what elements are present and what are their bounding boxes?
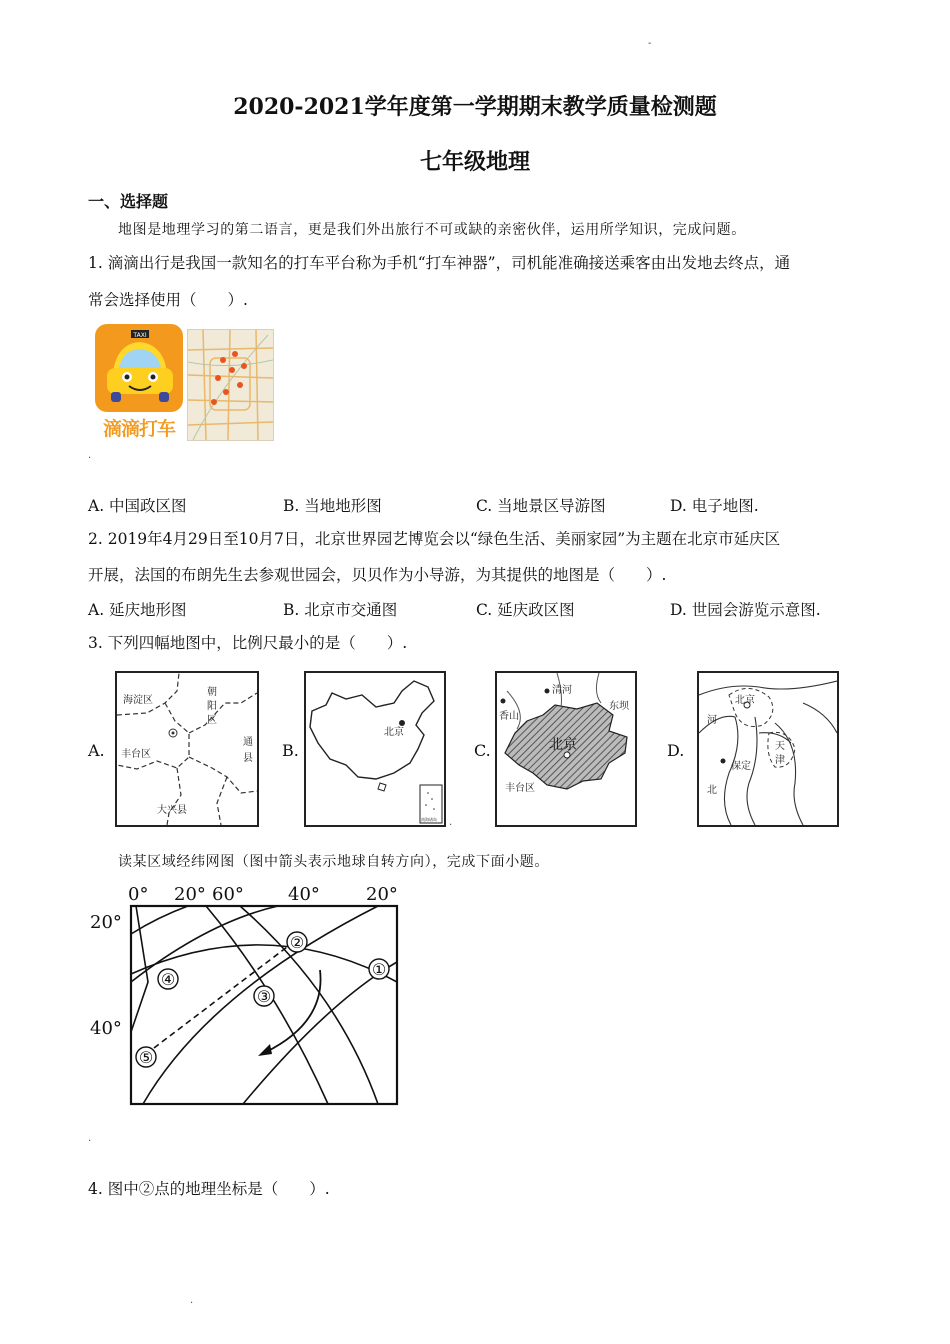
page-mark: - xyxy=(648,38,652,49)
top-label-20: 20° xyxy=(174,884,206,905)
map-a-label-xian: 县 xyxy=(243,753,253,764)
didi-logo xyxy=(93,322,185,440)
map-b-label-beijing: 北京 xyxy=(384,727,404,738)
section-heading: 一、选择题 xyxy=(88,192,169,211)
q1-option-d[interactable]: D. 电子地图. xyxy=(670,497,759,515)
q1-option-a[interactable]: A. 中国政区图 xyxy=(88,497,187,515)
intro-text: 地图是地理学习的第二语言，更是我们外出旅行不可或缺的亲密伙伴，运用所学知识，完成问题。 xyxy=(118,222,746,238)
q2-option-d[interactable]: D. 世园会游览示意图. xyxy=(670,601,821,619)
taxi-sign: TAXI xyxy=(133,332,147,339)
top-label-40: 40° xyxy=(288,884,320,905)
map-c-label-xiangshan: 香山 xyxy=(499,711,519,722)
q2-option-c[interactable]: C. 延庆政区图 xyxy=(476,601,575,619)
map-a-label-daxing: 大兴县 xyxy=(157,805,187,816)
q3-option-c-label[interactable]: C. xyxy=(474,741,491,760)
point-5: ⑤ xyxy=(138,1048,154,1067)
q3-option-b-label[interactable]: B. xyxy=(282,741,299,760)
page-subtitle: 七年级地理 xyxy=(419,149,530,175)
map-c-label-fengtai: 丰台区 xyxy=(505,783,535,794)
map-a-label-haidian: 海淀区 xyxy=(123,695,153,706)
map-c-label-dongba: 东坝 xyxy=(609,701,629,712)
map-d-label-bei: 北 xyxy=(707,785,717,796)
point-2: ② xyxy=(289,933,305,952)
city-map-image xyxy=(187,329,274,441)
q3-option-d-label[interactable]: D. xyxy=(667,741,685,760)
map-a-label-chao: 朝 xyxy=(207,687,217,698)
top-label-20-right: 20° xyxy=(366,884,398,905)
map-d-region[interactable] xyxy=(697,671,839,827)
question-1-line-1: 1. 滴滴出行是我国一款知名的打车平台称为手机“打车神器”，司机能准确接送乘客由出发地去终点，通 xyxy=(88,254,791,272)
map-b-china[interactable] xyxy=(304,671,446,827)
left-label-40: 40° xyxy=(90,1018,122,1039)
question-4: 4. 图中②点的地理坐标是（ ）. xyxy=(88,1180,330,1198)
q1-option-c[interactable]: C. 当地景区导游图 xyxy=(476,497,606,515)
graticule-figure xyxy=(88,882,408,1110)
map-b-label-nanhai: 南海诸岛 xyxy=(421,817,437,822)
map-d-label-tian: 天 xyxy=(775,741,785,752)
point-3: ③ xyxy=(256,987,272,1006)
point-4: ④ xyxy=(160,970,176,989)
map-a-label-qu: 区 xyxy=(207,715,217,726)
map-a-label-yang: 阳 xyxy=(207,701,217,712)
question-2-line-2: 开展，法国的布朗先生去参观世园会，贝贝作为小导游，为其提供的地图是（ ）. xyxy=(88,566,667,584)
question-1-line-2: 常会选择使用（ ）. xyxy=(88,291,248,309)
didi-logo-text: 滴滴打车 xyxy=(102,418,175,440)
left-label-20: 20° xyxy=(90,912,122,933)
page-bottom-mark: . xyxy=(190,1295,194,1306)
map-d-label-he: 河 xyxy=(707,715,717,726)
intro-text-2: 读某区域经纬网图（图中箭头表示地球自转方向），完成下面小题。 xyxy=(118,854,549,870)
map-c-city[interactable] xyxy=(495,671,637,827)
map-b-mark: . xyxy=(449,817,453,828)
question-3: 3. 下列四幅地图中，比例尺最小的是（ ）. xyxy=(88,634,408,652)
map-d-label-jin: 津 xyxy=(775,755,785,766)
map-a-label-fengtai: 丰台区 xyxy=(121,749,151,760)
map-c-label-qinghe: 清河 xyxy=(552,685,572,696)
q1-option-b[interactable]: B. 当地地形图 xyxy=(283,497,382,515)
map-a-district[interactable] xyxy=(115,671,259,827)
q2-option-a[interactable]: A. 延庆地形图 xyxy=(88,601,187,619)
q3-option-a-label[interactable]: A. xyxy=(88,741,105,760)
top-label-0: 0° xyxy=(128,884,149,905)
paragraph-mark-2: . xyxy=(88,1133,92,1144)
q2-option-b[interactable]: B. 北京市交通图 xyxy=(283,601,398,619)
question-2-line-1: 2. 2019年4月29日至10月7日，北京世界园艺博览会以“绿色生活、美丽家园”为主题在北京市延庆区 xyxy=(88,530,781,548)
paragraph-mark: . xyxy=(88,450,92,461)
map-c-label-beijing: 北京 xyxy=(549,737,577,753)
map-d-label-baoding: 保定 xyxy=(731,761,751,772)
map-d-label-beijing: 北京 xyxy=(735,695,755,706)
point-1: ① xyxy=(371,960,387,979)
page-title: 2020-2021学年度第一学期期末教学质量检测题 xyxy=(233,94,717,120)
top-label-60: 60° xyxy=(212,884,244,905)
map-a-label-tong: 通 xyxy=(243,737,253,748)
